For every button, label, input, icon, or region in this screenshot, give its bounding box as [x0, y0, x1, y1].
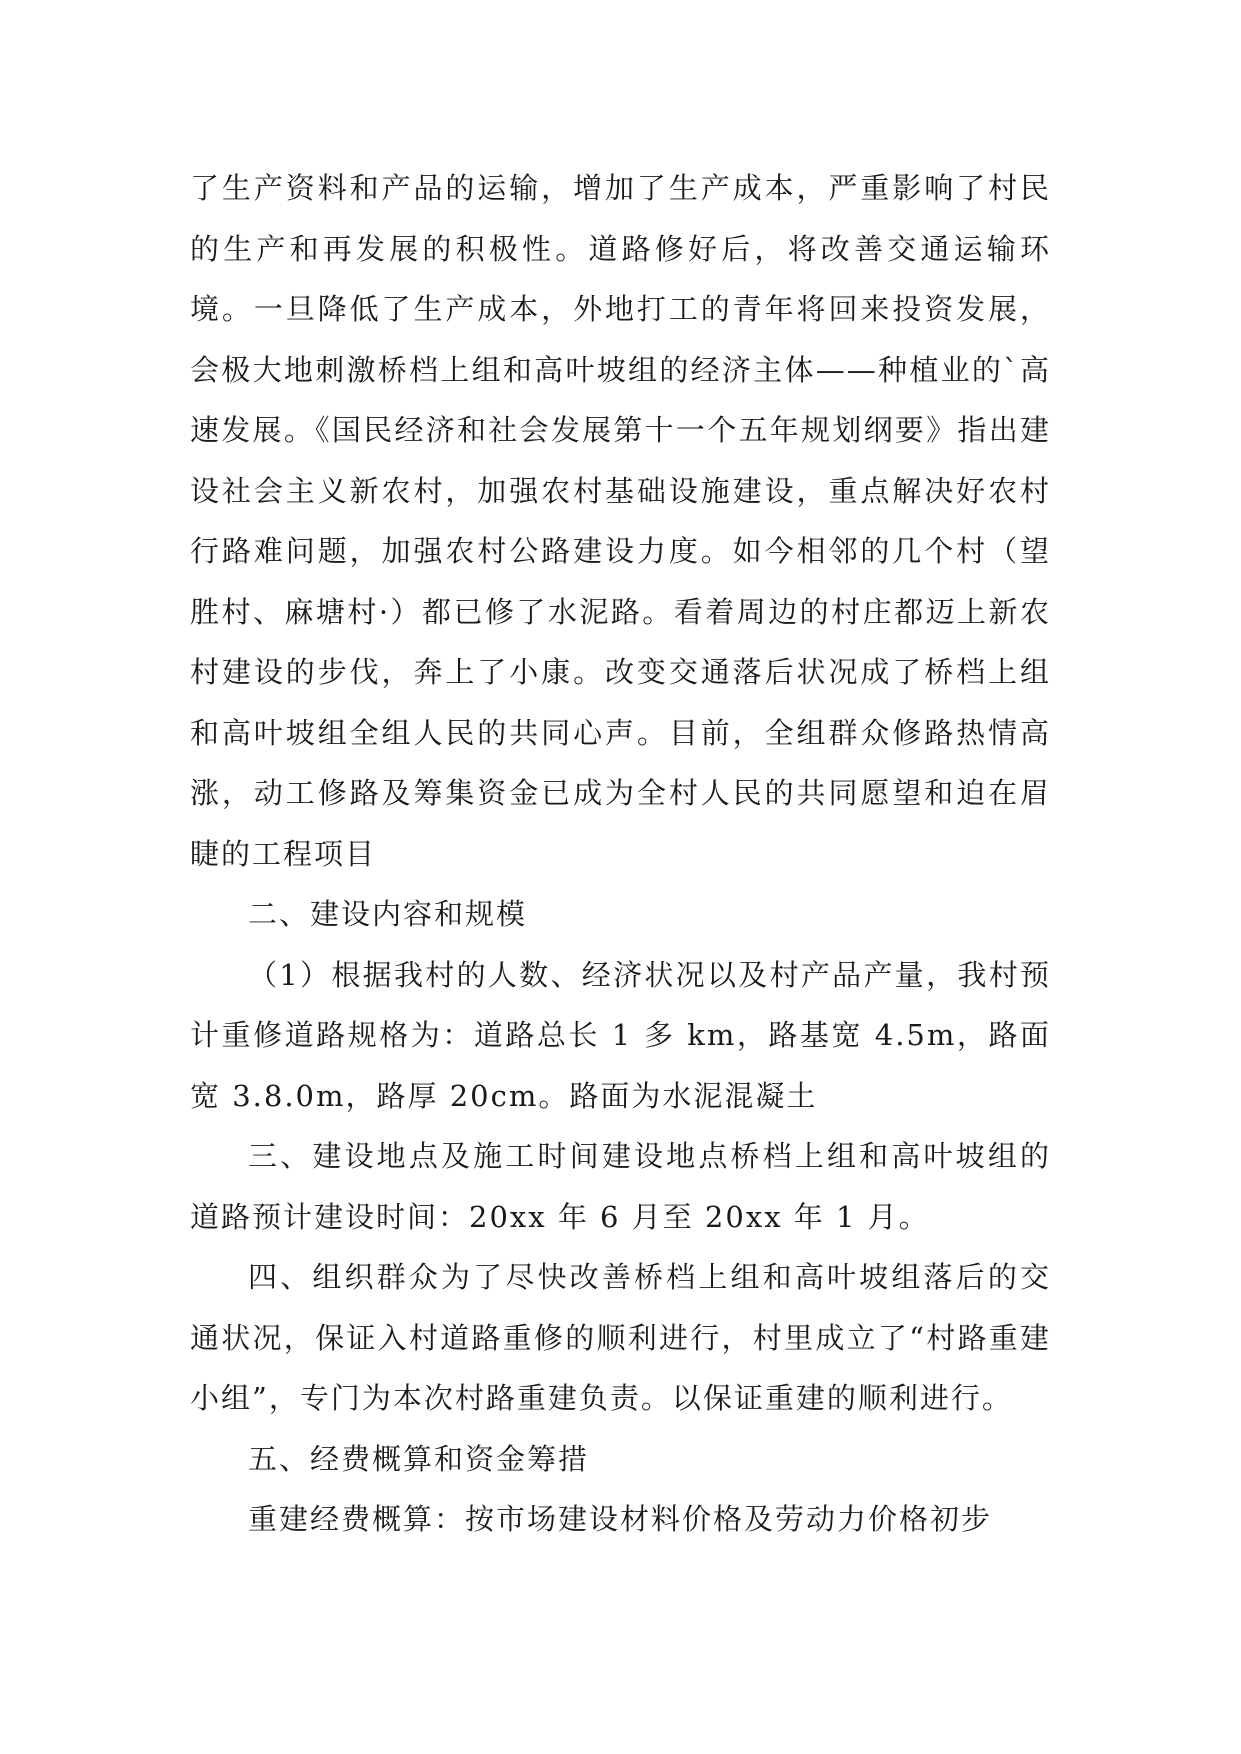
document-body [190, 158, 1051, 1550]
paragraph-location-and-schedule: 三、建设地点及施工时间建设地点桥档上组和高叶坡组的道路预计建设时间：20xx 年 6 月至 20xx 年 1 月。 [190, 1139, 1051, 1234]
heading-section-2: 二、建设内容和规模 [248, 897, 528, 931]
paragraph-cost-estimate: 重建经费概算：按市场建设材料价格及劳动力价格初步 [248, 1502, 993, 1536]
paragraph-intro-continued: 了生产资料和产品的运输，增加了生产成本，严重影响了村民的生产和再发展的积极性。道路修好后，将改善交通运输环境。一旦降低了生产成本，外地打工的青年将回来投资发展，会极大地刺激桥档上组和高叶坡组的经济主体——种植业的`高速发展。《国民经济和社会发展第十一个五年规划纲要》指出建设社会主义新农村，加强农村基础设施建设，重点解决好农村行路难问题，加强农村公路建设力度。如今相邻的几个村（望胜村、麻塘村·）都已修了水泥路。看着周边的村庄都迈上新农村建设的步伐，奔上了小康。改变交通落后状况成了桥档上组和高叶坡组全组人民的共同心声。目前，全组群众修路热情高涨，动工修路及筹集资金已成为全村人民的共同愿望和迫在眉睫的工程项目 [190, 171, 1051, 871]
heading-section-5: 五、经费概算和资金筹措 [248, 1441, 590, 1476]
paragraph-road-specification: （1）根据我村的人数、经济状况以及村产品产量，我村预计重修道路规格为：道路总长 1 多 km，路基宽 4.5m，路面宽 3.8.0m，路厚 20cm。路面为水泥混凝土 [190, 957, 1051, 1113]
paragraph-organization: 四、组织群众为了尽快改善桥档上组和高叶坡组落后的交通状况，保证入村道路重修的顺利进行，村里成立了“村路重建小组”，专门为本次村路重建负责。以保证重建的顺利进行。 [190, 1260, 1051, 1415]
